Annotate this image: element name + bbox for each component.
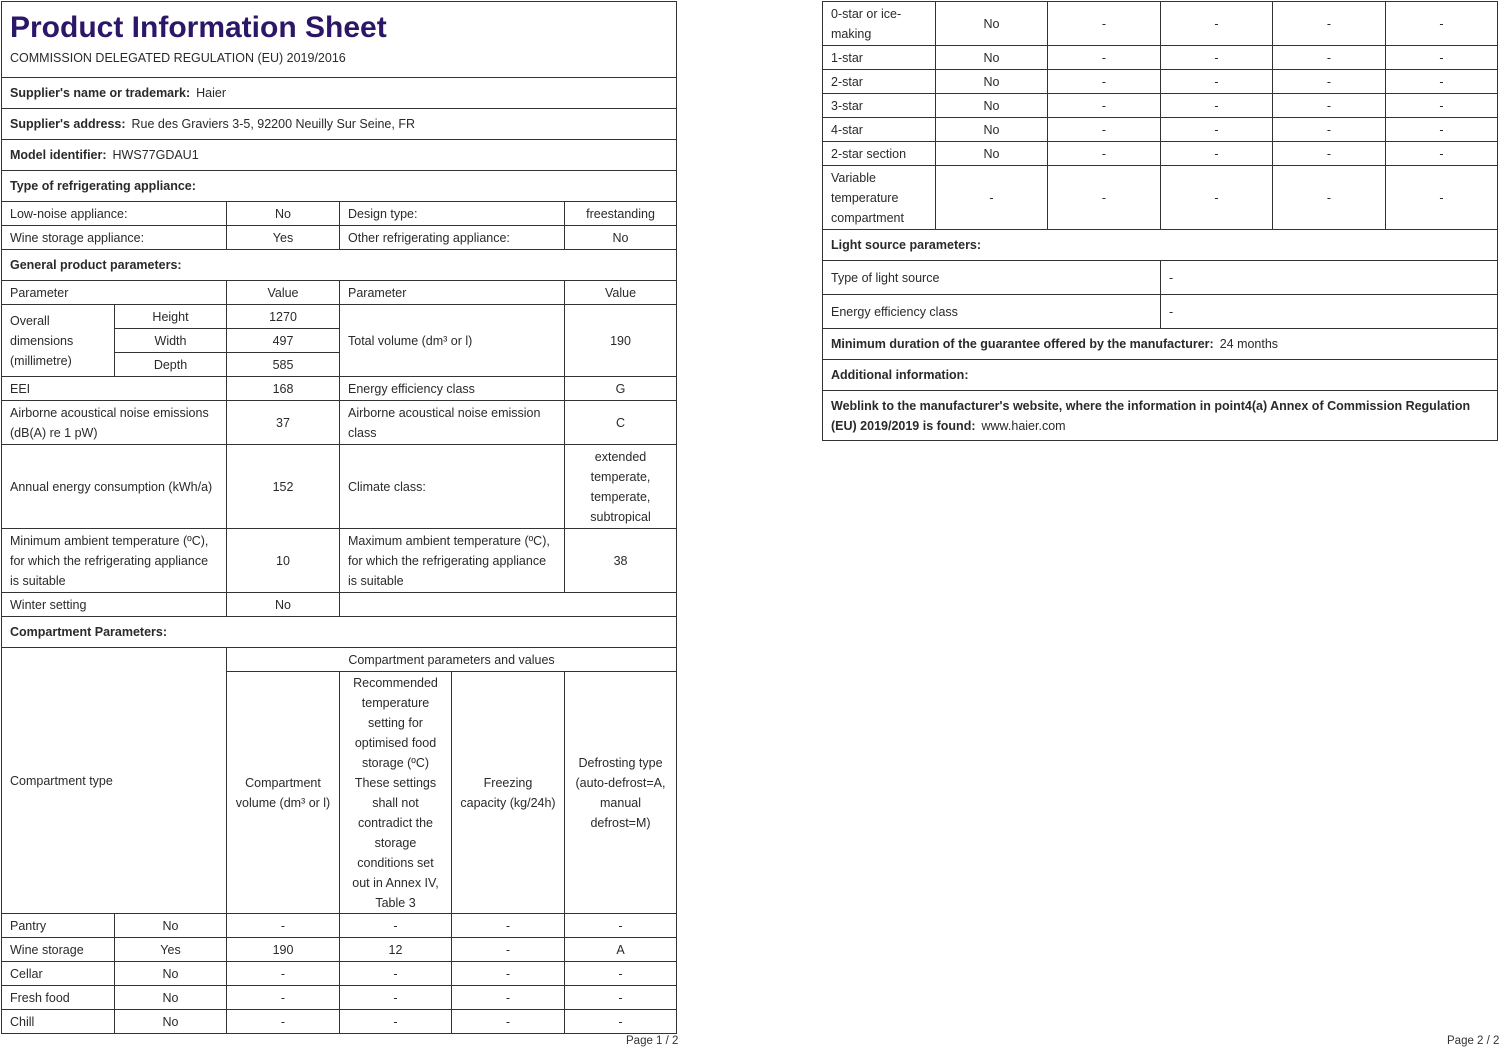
width-label: Width — [115, 329, 227, 353]
compartment-volume: - — [227, 986, 340, 1010]
compartment-freezing: - — [452, 962, 565, 986]
compartment-freezing: - — [1273, 2, 1386, 46]
compartment-name: 3-star — [823, 94, 936, 118]
compartment-defrost: A — [565, 938, 677, 962]
compartment-name: Variable temperature compartment — [823, 166, 936, 230]
wine-storage-label: Wine storage appliance: — [2, 226, 227, 250]
general-heading: General product parameters: — [2, 250, 677, 281]
compartment-name: 0-star or ice-making — [823, 2, 936, 46]
eei-value: 168 — [227, 377, 340, 401]
light-class-value: - — [1161, 295, 1498, 329]
noise-value: 37 — [227, 401, 340, 445]
table-row — [2, 938, 677, 962]
noise-class-value: C — [565, 401, 677, 445]
compartment-present: No — [936, 142, 1048, 166]
other-appliance-label: Other refrigerating appliance: — [340, 226, 565, 250]
compartment-volume: - — [1048, 94, 1161, 118]
compartment-present: No — [936, 46, 1048, 70]
weblink-value: www.haier.com — [981, 418, 1066, 433]
light-source-heading: Light source parameters: — [823, 230, 1498, 261]
compartment-name: 4-star — [823, 118, 936, 142]
page-2 — [822, 1, 1498, 441]
compartment-temp: - — [1161, 2, 1273, 46]
compartment-name: Fresh food — [2, 986, 115, 1010]
compartment-defrost: - — [1386, 94, 1498, 118]
climate-class-value: extended temperate, temperate, subtropical — [565, 445, 677, 529]
page-number-2: Page 2 / 2 — [1447, 1035, 1500, 1047]
guarantee-label: Minimum duration of the guarantee offered by the manufacturer: — [831, 337, 1214, 351]
freezing-capacity-header: Freezing capacity (kg/24h) — [452, 672, 565, 914]
compartment-temp: - — [340, 1010, 452, 1034]
model-value: HWS77GDAU1 — [112, 148, 199, 162]
compartment-volume: - — [227, 914, 340, 938]
compartment-volume: - — [1048, 2, 1161, 46]
compartment-volume: - — [227, 962, 340, 986]
compartment-freezing: - — [452, 1010, 565, 1034]
light-type-label: Type of light source — [823, 261, 1161, 295]
compartment-temp: - — [1161, 94, 1273, 118]
compartment-temp: - — [1161, 46, 1273, 70]
energy-class-value: G — [565, 377, 677, 401]
compartment-present: - — [936, 166, 1048, 230]
weblink-label: Weblink to the manufacturer's website, where the information in point4(a) Annex of Commission Regulation (EU) 2019/2019 is found: — [831, 398, 1471, 433]
compartment-volume: - — [1048, 142, 1161, 166]
compartment-defrost: - — [1386, 166, 1498, 230]
compartment-name: Cellar — [2, 962, 115, 986]
compartment-freezing: - — [1273, 118, 1386, 142]
page-number-1: Page 1 / 2 — [626, 1035, 679, 1047]
compartment-freezing: - — [452, 914, 565, 938]
compartment-temp: - — [1161, 70, 1273, 94]
compartment-defrost: - — [1386, 2, 1498, 46]
compartment-type-header: Compartment type — [2, 648, 227, 914]
compartment-defrost: - — [565, 1010, 677, 1034]
depth-label: Depth — [115, 353, 227, 377]
compartment-volume: - — [1048, 118, 1161, 142]
light-type-value: - — [1161, 261, 1498, 295]
design-type-value: freestanding — [565, 202, 677, 226]
design-type-label: Design type: — [340, 202, 565, 226]
table-row — [823, 46, 1498, 70]
compartment-defrost: - — [1386, 46, 1498, 70]
compartment-freezing: - — [1273, 46, 1386, 70]
page-1 — [1, 1, 677, 1034]
table-row — [2, 914, 677, 938]
table-row — [2, 1010, 677, 1034]
compartment-volume-header: Compartment volume (dm³ or l) — [227, 672, 340, 914]
wine-storage-value: Yes — [227, 226, 340, 250]
col-parameter-2: Parameter — [340, 281, 565, 305]
table-row — [2, 962, 677, 986]
compartment-temp: - — [340, 914, 452, 938]
compartment-volume: 190 — [227, 938, 340, 962]
compartment-freezing: - — [1273, 166, 1386, 230]
compartment-freezing: - — [1273, 142, 1386, 166]
compartment-present: No — [115, 986, 227, 1010]
table-row — [823, 70, 1498, 94]
compartment-freezing: - — [452, 986, 565, 1010]
table-row — [823, 166, 1498, 230]
max-ambient-value: 38 — [565, 529, 677, 593]
height-value: 1270 — [227, 305, 340, 329]
min-ambient-label: Minimum ambient temperature (ºC), for which the refrigerating appliance is suitable — [2, 529, 227, 593]
table-row — [823, 142, 1498, 166]
compartment-present: Yes — [115, 938, 227, 962]
total-volume-value: 190 — [565, 305, 677, 377]
max-ambient-label: Maximum ambient temperature (ºC), for which the refrigerating appliance is suitable — [340, 529, 565, 593]
compartment-present: No — [936, 118, 1048, 142]
compartment-present: No — [936, 2, 1048, 46]
overall-dimensions-label: Overall dimensions (millimetre) — [2, 305, 115, 377]
model-label: Model identifier: — [10, 148, 107, 162]
total-volume-label: Total volume (dm³ or l) — [340, 305, 565, 377]
compartment-present: No — [115, 914, 227, 938]
compartment-volume: - — [1048, 70, 1161, 94]
compartment-defrost: - — [1386, 118, 1498, 142]
compartment-defrost: - — [565, 962, 677, 986]
compartment-temp: - — [1161, 166, 1273, 230]
supplier-value: Haier — [196, 86, 226, 100]
compartment-freezing: - — [1273, 94, 1386, 118]
annual-energy-label: Annual energy consumption (kWh/a) — [2, 445, 227, 529]
table-row — [823, 118, 1498, 142]
table-row — [823, 2, 1498, 46]
compartment-name: Wine storage — [2, 938, 115, 962]
empty-cell — [340, 593, 677, 617]
compartment-name: Pantry — [2, 914, 115, 938]
compartment-temp: - — [1161, 118, 1273, 142]
compartment-volume: - — [1048, 166, 1161, 230]
additional-info-heading: Additional information: — [823, 360, 1498, 391]
col-value: Value — [227, 281, 340, 305]
compartment-temp: 12 — [340, 938, 452, 962]
winter-setting-value: No — [227, 593, 340, 617]
regulation-text: COMMISSION DELEGATED REGULATION (EU) 2019/2016 — [10, 50, 346, 65]
other-appliance-value: No — [565, 226, 677, 250]
compartment-defrost: - — [1386, 142, 1498, 166]
col-parameter: Parameter — [2, 281, 227, 305]
compartment-freezing: - — [452, 938, 565, 962]
guarantee-value: 24 months — [1219, 337, 1279, 351]
supplier-label: Supplier's name or trademark: — [10, 86, 191, 100]
recommended-temp-header: Recommended temperature setting for optimised food storage (ºC) These settings shall not contradict the storage conditions set out in Annex IV, Table 3 — [340, 672, 452, 914]
compartment-present: No — [115, 1010, 227, 1034]
compartment-present: No — [115, 962, 227, 986]
annual-energy-value: 152 — [227, 445, 340, 529]
compartment-present: No — [936, 70, 1048, 94]
light-class-label: Energy efficiency class — [823, 295, 1161, 329]
compartment-volume: - — [1048, 46, 1161, 70]
width-value: 497 — [227, 329, 340, 353]
min-ambient-value: 10 — [227, 529, 340, 593]
product-info-table — [1, 1, 677, 1034]
energy-class-label: Energy efficiency class — [340, 377, 565, 401]
noise-class-label: Airborne acoustical noise emission class — [340, 401, 565, 445]
compartment-temp: - — [340, 962, 452, 986]
compartment-name: Chill — [2, 1010, 115, 1034]
noise-label: Airborne acoustical noise emissions (dB(A) re 1 pW) — [2, 401, 227, 445]
compartment-table-continued — [822, 1, 1498, 441]
compartment-params-values-header: Compartment parameters and values — [227, 648, 677, 672]
eei-label: EEI — [2, 377, 227, 401]
compartment-volume: - — [227, 1010, 340, 1034]
compartment-freezing: - — [1273, 70, 1386, 94]
compartment-heading: Compartment Parameters: — [2, 617, 677, 648]
table-row — [823, 94, 1498, 118]
low-noise-value: No — [227, 202, 340, 226]
type-heading: Type of refrigerating appliance: — [2, 171, 677, 202]
compartment-defrost: - — [565, 986, 677, 1010]
compartment-defrost: - — [565, 914, 677, 938]
low-noise-label: Low-noise appliance: — [2, 202, 227, 226]
compartment-temp: - — [1161, 142, 1273, 166]
address-value: Rue des Graviers 3-5, 92200 Neuilly Sur Seine, FR — [131, 117, 415, 131]
winter-setting-label: Winter setting — [2, 593, 227, 617]
defrosting-type-header: Defrosting type (auto-defrost=A, manual defrost=M) — [565, 672, 677, 914]
compartment-temp: - — [340, 986, 452, 1010]
climate-class-label: Climate class: — [340, 445, 565, 529]
table-row — [2, 986, 677, 1010]
col-value-2: Value — [565, 281, 677, 305]
depth-value: 585 — [227, 353, 340, 377]
page-title: Product Information Sheet — [10, 10, 387, 44]
compartment-name: 2-star — [823, 70, 936, 94]
address-label: Supplier's address: — [10, 117, 126, 131]
height-label: Height — [115, 305, 227, 329]
compartment-present: No — [936, 94, 1048, 118]
compartment-name: 1-star — [823, 46, 936, 70]
compartment-defrost: - — [1386, 70, 1498, 94]
compartment-name: 2-star section — [823, 142, 936, 166]
